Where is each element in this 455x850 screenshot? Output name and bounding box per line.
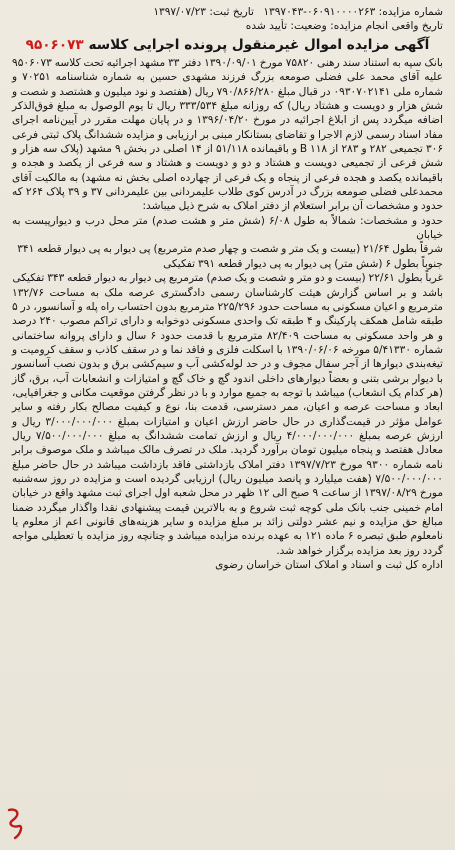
red-pen-mark-icon <box>3 804 29 844</box>
notice-header-line-2 <box>12 19 443 33</box>
notice-header-line-1 <box>12 5 443 19</box>
notice-intro-paragraph: بانک سپه به استناد سند رهنی ۷۵۸۲۰ مورخ ۱۳۹۰/۰۹/۰۱ دفتر ۳۳ مشهد اجرائیه تحت کلاسه ۹۵۰۶۰۷۳ علیه آقای محمد علی فضلی صومعه بزرگ فرزند مشهدی حسین به شماره شناسنامه ۷۰۲۵۱ و شماره ملی ۰۹۳۰۷۰۲۱۴۱ در قبال مبلغ ۷۹۰/۸۶۶/۲۸۰ ریال (هفتصد و نود میلیون و هشتصد و شصت و شش هزار و دویست و هشتاد ریال) که روزانه مبلغ ۳۳۳/۵۳۴ ریال تا یوم الوصول به مبلغ فوق‌الذکر اضافه میگردد پس از ابلاغ اجرائیه در مورخ ۱۳۹۶/۰۴/۲۰ و در پایان مهلت مقرر در آیین‌نامه اجرای مفاد اسناد رسمی لازم الاجرا و تقاضای بستانکار مبنی بر ارزیابی و مزایده ششدانگ پلاک ثبتی فرعی ۳۰۶ تجمیعی ۲۸۲ و ۲۸۳ از ۱۱۸ B و باقیمانده ۵۱/۱۱۸ از ۱۴ اصلی در بخش ۹ مشهد (پلاک سه هزار و شش فرعی از تجمیعی دویست و هشتاد و دو و دویست و هشتاد و سه فرعی از یکصد و هجده و باقیمانده یکصد و هجده فرعی از پنجاه و یک فرعی از چهارده اصلی بخش نه مشهد) به مالکیت آقای محمدعلی فضلی صومعه بزرگ در آدرس کوی طلاب علیمردانی بین علیمردانی ۳۷ و ۳۹ پلاک ۲۶۴ که حدود و مشخصات آن برابر استعلام از دفتر املاک به شرح ذیل میباشد: <box>11 57 444 213</box>
boundary-west: غرباً بطول ۲۲/۶۱ (بیست و دو متر و شصت و یک صدم) مترمربع پی دیوار به دیوار قطعه ۳۴۳ تفکیکی <box>12 272 443 285</box>
boundary-east: شرقاً بطول ۲۱/۶۴ (بیست و یک متر و شصت و چهار صدم مترمربع) پی دیوار به پی دیوار قطعه ۳۴۱ <box>17 243 443 256</box>
boundary-south: جنوباً بطول ۶ (شش متر) پی دیوار به پی دیوار قطعه ۳۹۱ تفکیکی <box>163 257 443 270</box>
boundary-north: حدود و مشخصات: شمالاً به طول ۶/۰۸ (شش متر و هشت صدم) متر محل درب و دیوارپیست به خیابان <box>12 214 444 242</box>
actual-date-status: تاریخ واقعی انجام مزایده: وضعیت: تأیید شده <box>245 20 443 32</box>
auction-number: شماره مزایده: ۰۶۰۹۱۰۰۰۰۲۶۳-۱۳۹۷۰۴۳ <box>263 6 443 18</box>
registration-date: تاریخ ثبت: ۱۳۹۷/۰۷/۲۳ <box>153 6 254 18</box>
notice-title-text: آگهی مزایده اموال غیرمنقول پرونده اجرایی کلاسه <box>88 37 430 53</box>
notice-body <box>12 56 443 558</box>
notice-signature: اداره کل ثبت و اسناد و املاک استان خراسان رضوی <box>215 559 443 572</box>
notice-title <box>12 36 443 54</box>
appraisal-paragraph: باشد و بر اساس گزارش هیئت کارشناسان رسمی دادگستری عرصه ملک به مساحت ۱۳۲/۷۶ مترمربع و اعیان مسکونی به مساحت حدود ۲۲۵/۲۹۶ مترمربع بدون احتساب راه پله و آسانسور، در ۵ طبقه شامل همکف پارکینگ و ۴ طبقه تک واحدی مسکونی دوخوابه و دارای تراکم مصوب ۲۴۰ درصد و هر واحد مسکونی به مساحت ۸۲/۴۰۹ مترمربع با قدمت حدود ۶ سال و دارای پروانه ساختمانی شماره ۵/۴۱۳۳۰ مورخه ۱۳۹۰/۰۶/۰۶ با اسکلت فلزی و فاقد نما و در سقف کاذب و سقف کرومیت و تیغه‌بندی دیوارها از آجر سفال مجوف و در حد لوله‌کشی آب و سیم‌کشی برق و بدون نصب آسانسور با دیوار برشی بتنی و بعضاً دیوارهای داخلی اندود گچ و خاک گچ و امتیازات و انشعابات آب، برق، گاز (هر کدام یک انشعاب) میباشد با توجه به جمیع موارد و با در نظر گرفتن موقعیت مکانی و جغرافیایی، ابعاد و مساحت عرصه و اعیان، ممر دسترسی، قدمت بنا، نوع و کیفیت مصالح بکار رفته و سایر عوامل مؤثر در قیمت‌گذاری در حال حاضر ارزش اعیان و امتیازات بمبلغ ۳/۰۰۰/۰۰۰/۰۰۰ ریال و ارزش عرصه بمبلغ ۴/۰۰۰/۰۰۰/۰۰۰ ریال و ارزش تمامت ششدانگ به مبلغ ۷/۵۰۰/۰۰۰/۰۰۰ ریال معادل هفتصد و پنجاه میلیون تومان برآورد گردید. ملک در تصرف مالک میباشد و ملک موصوف برابر نامه شماره ۹۳۰۰ مورخ ۱۳۹۷/۷/۲۳ دفتر املاک بازداشتی فاقد بازداشت میباشد در حال حاضر مبلغ ۷/۵۰۰/۰۰۰/۰۰۰ (هفت میلیارد و پانصد میلیون ریال) ارزیابی گردیده است و مزایده در روز سه‌شنبه مورخ ۱۳۹۷/۰۸/۲۹ از ساعت ۹ صبح الی ۱۲ ظهر در محل شعبه اول اجرای ثبت مشهد واقع در خیابان امام خمینی جنب بانک ملی کوچه ثبت شروع و به بالاترین قیمت پیشنهادی نقدا واگذار میگردد ضمنا مبالغ حق مزایده و نیم عشر دولتی زائد بر مبلغ مزایده و سایر هزینه‌های قانونی اعم از معلوم یا نامعلوم طبق تبصره ۶ ماده ۱۲۱ به عهده برنده مزایده میباشد و چنانچه روز مزایده با تعطیلی مواجه گردد روز بعد مزایده برگزار خواهد شد. <box>12 286 444 557</box>
notice-case-number: ۹۵۰۶۰۷۳ <box>25 37 84 53</box>
